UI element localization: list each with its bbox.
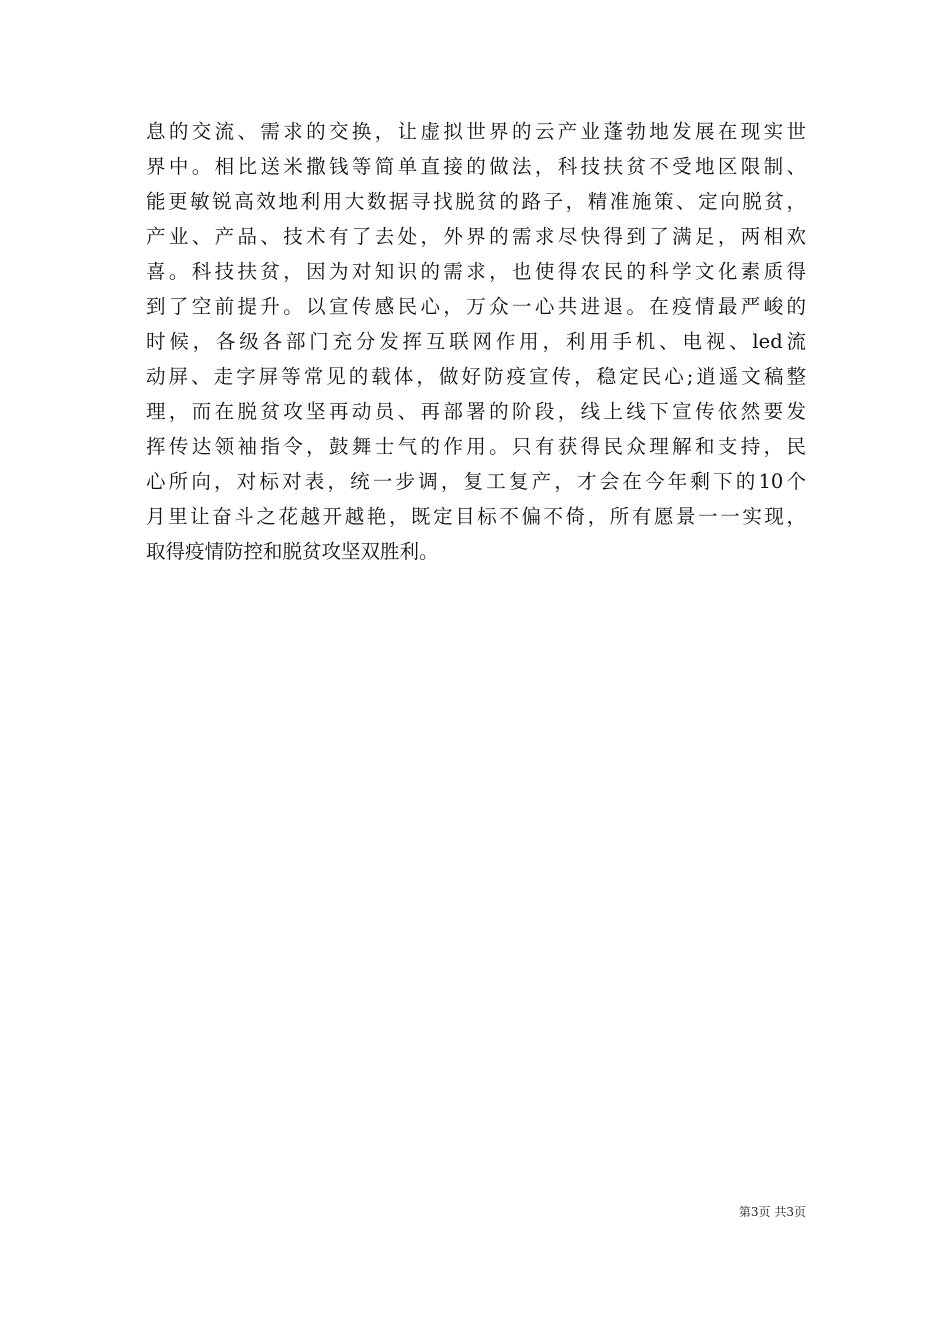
- text-line-3: 能更敏锐高效地利用大数据寻找脱贫的路子，精准施策、定向脱贫，: [146, 190, 806, 213]
- text-line-13: 取得疫情防控和脱贫攻坚双胜利。: [146, 540, 439, 563]
- text-line-11: 心所向，对标对表，统一步调，复工复产，才会在今年剩下的10个: [146, 470, 806, 493]
- text-line-8: 动屏、走字屏等常见的载体，做好防疫宣传，稳定民心;逍遥文稿整: [146, 365, 806, 388]
- text-line-10: 挥传达领袖指令，鼓舞士气的作用。只有获得民众理解和支持，民: [146, 435, 806, 458]
- page-number-footer: 第3页 共3页: [738, 1205, 806, 1219]
- text-line-12: 月里让奋斗之花越开越艳，既定目标不偏不倚，所有愿景一一实现，: [146, 505, 806, 528]
- text-line-7: 时候，各级各部门充分发挥互联网作用，利用手机、电视、led流: [146, 330, 806, 353]
- text-line-5: 喜。科技扶贫，因为对知识的需求，也使得农民的科学文化素质得: [146, 260, 806, 283]
- text-line-1: 息的交流、需求的交换，让虚拟世界的云产业蓬勃地发展在现实世: [146, 120, 806, 143]
- body-paragraph: [146, 114, 806, 569]
- text-line-4: 产业、产品、技术有了去处，外界的需求尽快得到了满足，两相欢: [146, 225, 806, 248]
- text-line-9: 理，而在脱贫攻坚再动员、再部署的阶段，线上线下宣传依然要发: [146, 400, 806, 423]
- text-line-6: 到了空前提升。以宣传感民心，万众一心共进退。在疫情最严峻的: [146, 295, 806, 318]
- text-line-2: 界中。相比送米撒钱等简单直接的做法，科技扶贫不受地区限制、: [146, 155, 806, 178]
